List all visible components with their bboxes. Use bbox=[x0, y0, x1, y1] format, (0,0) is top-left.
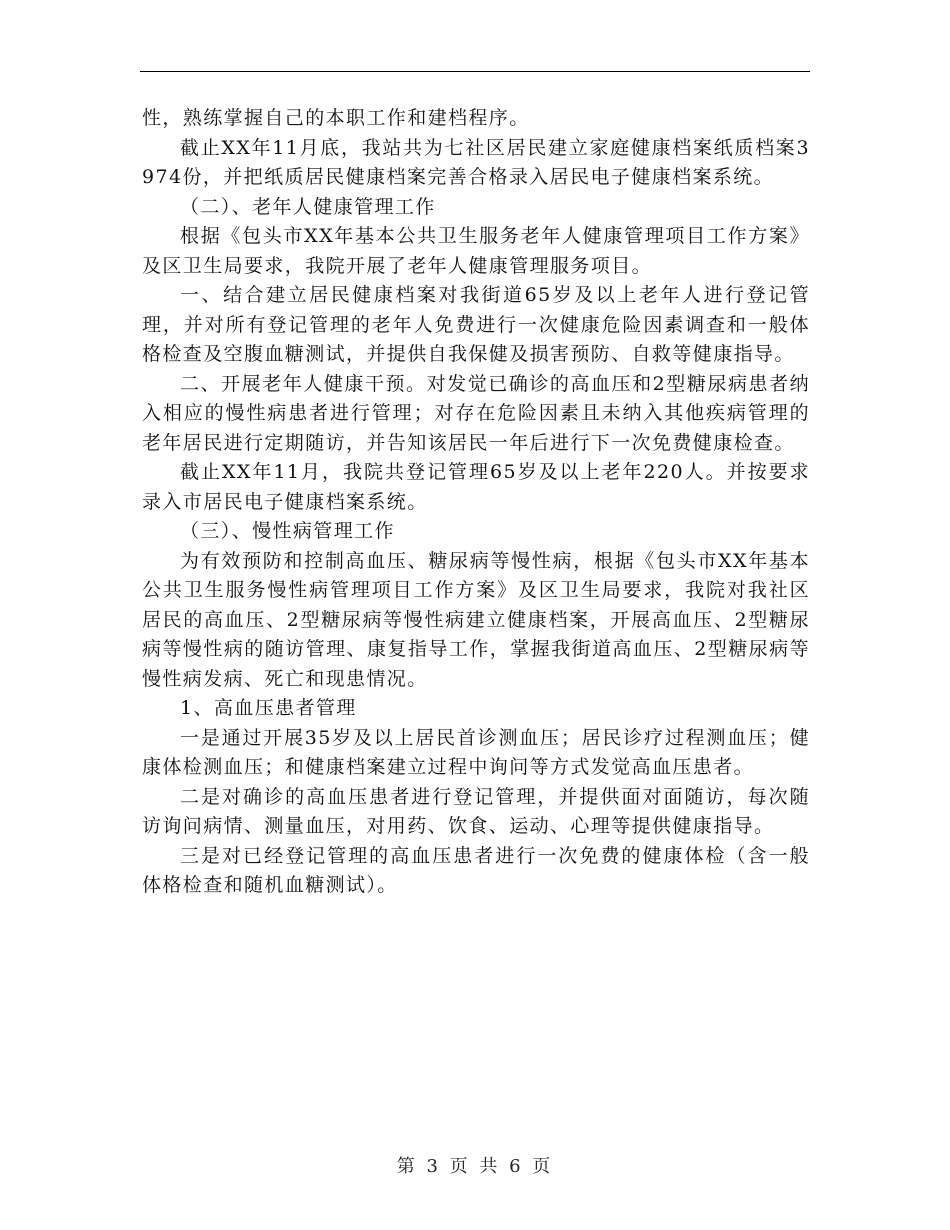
header-rule bbox=[140, 71, 810, 72]
paragraph-5: 一、结合建立居民健康档案对我街道65岁及以上老年人进行登记管理，并对所有登记管理的老年人免费进行一次健康危险因素调查和一般体格检查及空腹血糖测试，并提供自我保健及损害预防、自救等健康指导。 bbox=[142, 284, 810, 365]
section-heading-chronic: （三）、慢性病管理工作 bbox=[180, 520, 395, 542]
paragraph-1: 性，熟练掌握自己的本职工作和建档程序。 bbox=[142, 107, 530, 129]
paragraph-12: 二是对确诊的高血压患者进行登记管理，并提供面对面随访，每次随访询问病情、测量血压，对用药、饮食、运动、心理等提供健康指导。 bbox=[142, 785, 810, 837]
paragraph-7: 截止XX年11月，我院共登记管理65岁及以上老年220人。并按要求录入市居民电子健康档案系统。 bbox=[142, 461, 810, 513]
page-footer: 第 3 页 共 6 页 bbox=[396, 1156, 554, 1177]
paragraph-6: 二、开展老年人健康干预。对发觉已确诊的高血压和2型糖尿病患者纳入相应的慢性病患者进行管理；对存在危险因素且未纳入其他疾病管理的老年居民进行定期随访，并告知该居民一年后进行下一次免费健康检查。 bbox=[142, 372, 810, 454]
document-body bbox=[142, 104, 810, 901]
paragraph-2: 截止XX年11月底，我站共为七社区居民建立家庭健康档案纸质档案3974份，并把纸质居民健康档案完善合格录入居民电子健康档案系统。 bbox=[142, 136, 810, 188]
section-heading-elderly: （二）、老年人健康管理工作 bbox=[180, 195, 436, 218]
paragraph-11: 一是通过开展35岁及以上居民首诊测血压；居民诊疗过程测血压；健康体检测血压；和健康档案建立过程中询问等方式发觉高血压患者。 bbox=[142, 726, 810, 778]
paragraph-4: 根据《包头市XX年基本公共卫生服务老年人健康管理项目工作方案》及区卫生局要求，我院开展了老年人健康管理服务项目。 bbox=[142, 225, 810, 277]
paragraph-9: 为有效预防和控制高血压、糖尿病等慢性病，根据《包头市XX年基本公共卫生服务慢性病管理项目工作方案》及区卫生局要求，我院对我社区居民的高血压、2型糖尿病等慢性病建立健康档案，开展高血压、2型糖尿病等慢性病的随访管理、康复指导工作，掌握我街道高血压、2型糖尿病等慢性病发病、死亡和现患情况。 bbox=[142, 549, 810, 690]
paragraph-13: 三是对已经登记管理的高血压患者进行一次免费的健康体检（含一般体格检查和随机血糖测试）。 bbox=[142, 844, 810, 896]
subheading-hypertension: 1、高血压患者管理 bbox=[180, 697, 357, 719]
